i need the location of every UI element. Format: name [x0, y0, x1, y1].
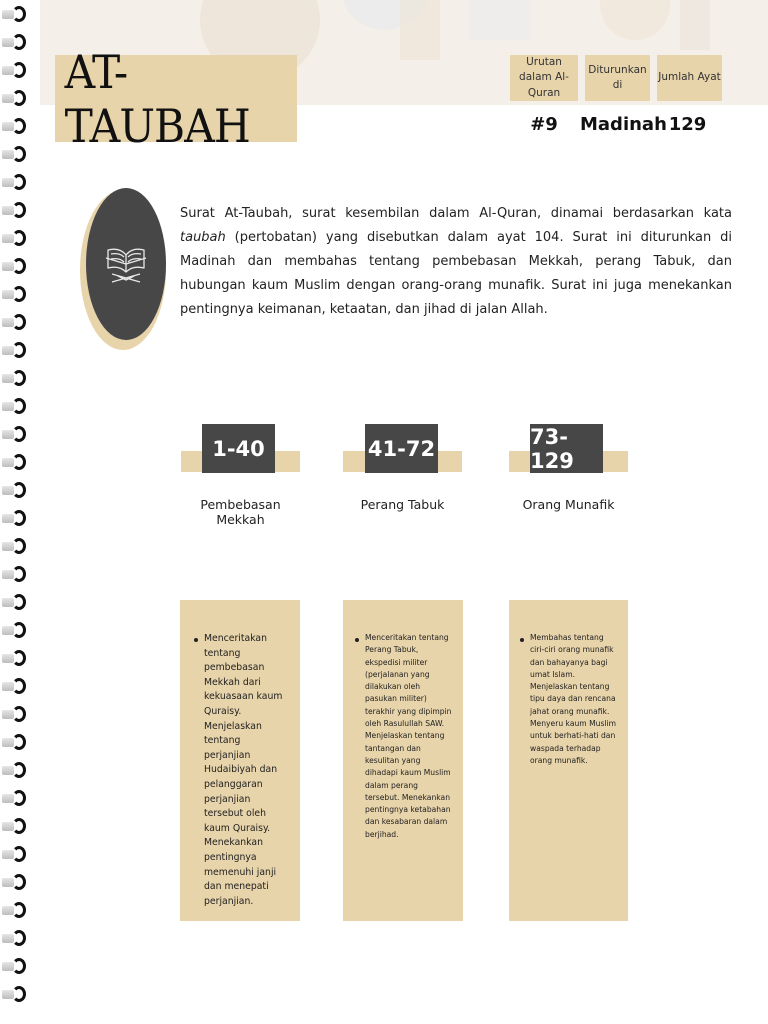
binding-ring: [2, 986, 30, 1002]
info-label-order-text: Urutan dalam Al-Quran: [519, 56, 569, 99]
icon-circle: [86, 188, 166, 340]
binding-ring: [2, 510, 30, 526]
binding-ring: [2, 34, 30, 50]
binding-ring: [2, 258, 30, 274]
description-text-end: (pertobatan) yang disebutkan dalam ayat 104. Surat ini diturunkan di Madinah dan membahas tentang pembebasan Mekkah, perang Tabuk, dan hubungan kaum Muslim dengan orang-orang munafik. Surat ini juga menekankan pentingnya keimanan, ketaatan, dan jihad di jalan Allah.: [180, 230, 732, 317]
binding-ring: [2, 202, 30, 218]
binding-ring: [2, 538, 30, 554]
section-label-2: Perang Tabuk: [360, 497, 445, 512]
binding-ring: [2, 846, 30, 862]
binding-ring: [2, 874, 30, 890]
section-card-1: [180, 600, 300, 921]
info-value-revealed: Madinah: [580, 114, 667, 135]
binding-ring: [2, 230, 30, 246]
binding-ring: [2, 482, 30, 498]
binding-ring: [2, 454, 30, 470]
section-range-2: 41-72: [365, 424, 438, 473]
binding-ring: [2, 622, 30, 638]
binding-ring: [2, 174, 30, 190]
info-label-order: [510, 55, 578, 101]
binding-ring: [2, 90, 30, 106]
binding-ring: [2, 426, 30, 442]
binding-ring: [2, 342, 30, 358]
info-value-order: #9: [530, 114, 558, 135]
surah-description: [180, 202, 732, 322]
open-quran-book-icon: [98, 236, 154, 292]
info-label-verses: [657, 55, 722, 101]
section-card-2: [343, 600, 463, 921]
binding-ring: [2, 370, 30, 386]
binding-ring: [2, 706, 30, 722]
section-card-1-text: Menceritakan tentang pembebasan Mekkah dari kekuasaan kaum Quraisy. Menjelaskan tentang perjanjian Hudaibiyah dan pelanggaran perjanjian tersebut oleh kaum Quraisy. Menekankan pentingnya memenuhi janji dan menepati perjanjian.: [204, 632, 288, 909]
info-label-verses-text: Jumlah Ayat: [658, 71, 721, 84]
page-title: AT-TAUBAH: [64, 44, 250, 153]
section-card-3: [509, 600, 628, 921]
binding-ring: [2, 902, 30, 918]
binding-ring: [2, 762, 30, 778]
binding-ring: [2, 594, 30, 610]
info-label-revealed: [585, 55, 650, 101]
title-banner: [55, 44, 297, 153]
section-range-3: 73-129: [530, 424, 603, 473]
spiral-binding: [0, 0, 34, 1024]
binding-ring: [2, 566, 30, 582]
binding-ring: [2, 146, 30, 162]
section-card-2-text: Menceritakan tentang Perang Tabuk, ekspedisi militer (perjalanan yang dilakukan oleh pasukan militer) terakhir yang dipimpin oleh Rasulullah SAW. Menjelaskan tentang tantangan dan kesulitan yang dihadapi kaum Muslim dalam perang tersebut. Menekankan pentingnya ketabahan dan kesabaran dalam berjihad.: [365, 632, 453, 841]
binding-ring: [2, 958, 30, 974]
description-text-start: Surat At-Taubah, surat kesembilan dalam Al-Quran, dinamai berdasarkan kata: [180, 206, 732, 221]
binding-ring: [2, 650, 30, 666]
binding-ring: [2, 790, 30, 806]
info-value-verses: 129: [668, 114, 707, 135]
section-label-1: Pembebasan Mekkah: [200, 497, 281, 527]
binding-ring: [2, 398, 30, 414]
section-label-3: Orang Munafik: [522, 497, 615, 512]
binding-ring: [2, 62, 30, 78]
section-card-3-text: Membahas tentang ciri-ciri orang munafik dan bahayanya bagi umat Islam. Menjelaskan tentang tipu daya dan rencana jahat orang munafik. Menyeru kaum Muslim untuk berhati-hati dan waspada terhadap orang munafik.: [530, 632, 618, 767]
binding-ring: [2, 6, 30, 22]
binding-ring: [2, 286, 30, 302]
section-range-1: 1-40: [202, 424, 275, 473]
binding-ring: [2, 314, 30, 330]
binding-ring: [2, 678, 30, 694]
binding-ring: [2, 818, 30, 834]
binding-ring: [2, 118, 30, 134]
description-emphasis: taubah: [180, 230, 226, 245]
binding-ring: [2, 734, 30, 750]
info-label-revealed-text: Diturunkan di: [588, 63, 647, 91]
binding-ring: [2, 930, 30, 946]
